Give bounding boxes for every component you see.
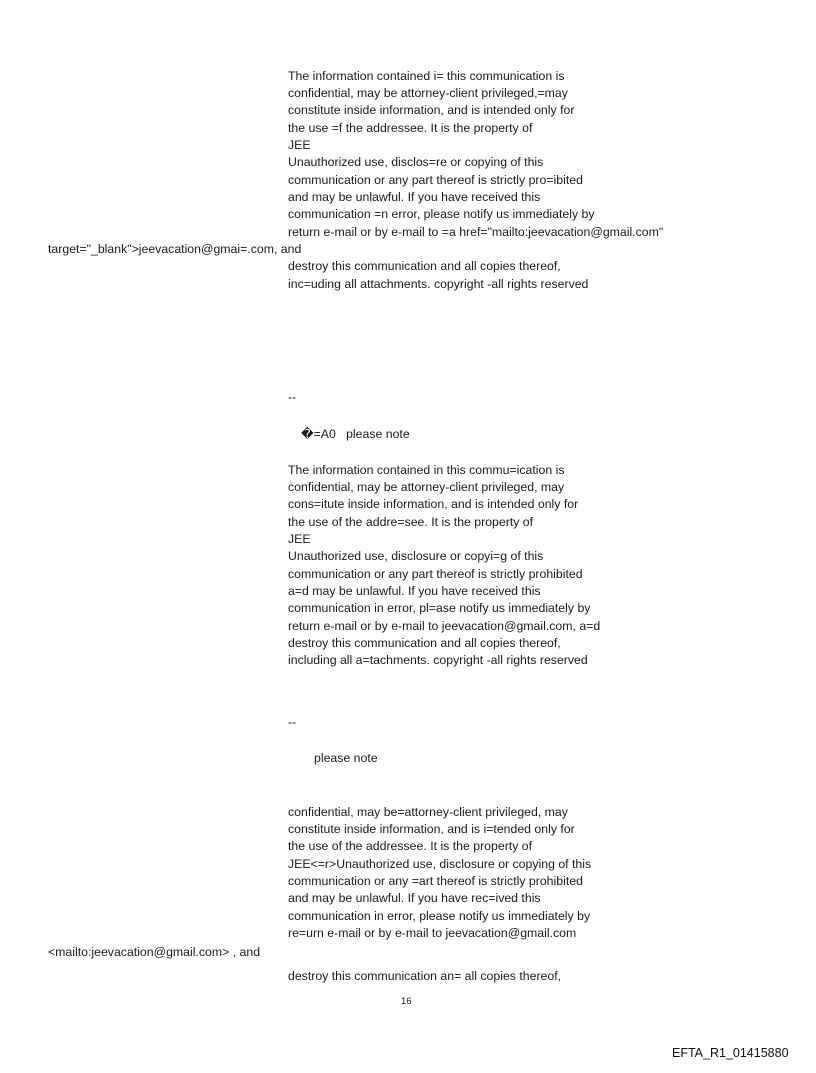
text-line: the use of the addre=see. It is the property of: [288, 515, 534, 529]
text-line: return e-mail or by e-mail to =a href="mailto:jeevacation@gmail.com": [288, 225, 664, 239]
text-line: The information contained in this commu=ication is: [288, 463, 565, 477]
text-line: the use of the addressee. It is the property of: [288, 839, 533, 853]
text-line: return e-mail or by e-mail to jeevacation@gmail.com, a=d: [288, 619, 601, 633]
text-line: and may be unlawful. If you have rec=ived this: [288, 891, 541, 905]
text-line: including all a=tachments. copyright -all rights reserved: [288, 653, 588, 667]
text-line: constitute inside information, and is intended only for: [288, 103, 575, 117]
text-line: confidential, may be attorney-client privileged,=may: [288, 86, 568, 100]
text-line: communication in error, please notify us immediately by: [288, 909, 591, 923]
separator: --: [288, 715, 297, 729]
text-line: The information contained i= this communication is: [288, 69, 565, 83]
text-line: Unauthorized use, disclosure or copyi=g of this: [288, 549, 544, 563]
text-line: constitute inside information, and is i=tended only for: [288, 822, 575, 836]
text-line: the use =f the addressee. It is the property of: [288, 121, 533, 135]
text-line: confidential, may be=attorney-client privileged, may: [288, 805, 568, 819]
page-number: 16: [401, 996, 412, 1007]
text-line: JEE<=r>Unauthorized use, disclosure or copying of this: [288, 857, 592, 871]
text-line: communication =n error, please notify us immediately by: [288, 207, 595, 221]
document-id: EFTA_R1_01415880: [672, 1046, 789, 1060]
text-line: JEE: [288, 532, 311, 546]
please-note-heading: �=A0 please note: [301, 427, 410, 441]
text-line: cons=itute inside information, and is intended only for: [288, 497, 579, 511]
text-line: communication in error, pl=ase notify us immediately by: [288, 601, 591, 615]
text-line: destroy this communication and all copies thereof,: [288, 636, 561, 650]
text-line: re=urn e-mail or by e-mail to jeevacation@gmail.com: [288, 926, 577, 940]
text-line: <mailto:jeevacation@gmail.com> , and: [48, 945, 261, 959]
text-line: destroy this communication an= all copies thereof,: [288, 969, 562, 983]
text-line: communication or any part thereof is strictly prohibited: [288, 567, 583, 581]
text-line: Unauthorized use, disclos=re or copying of this: [288, 155, 544, 169]
text-line: a=d may be unlawful. If you have received this: [288, 584, 541, 598]
text-line: JEE: [288, 138, 311, 152]
text-line: communication or any part thereof is strictly pro=ibited: [288, 173, 583, 187]
text-line: inc=uding all attachments. copyright -all rights reserved: [288, 277, 589, 291]
text-line: communication or any =art thereof is strictly prohibited: [288, 874, 583, 888]
text-line: destroy this communication and all copies thereof,: [288, 259, 561, 273]
text-line: target="_blank">jeevacation@gmai=.com, and: [48, 242, 302, 256]
separator: --: [288, 390, 297, 404]
text-line: confidential, may be attorney-client privileged, may: [288, 480, 565, 494]
please-note-heading: please note: [314, 751, 378, 765]
text-line: and may be unlawful. If you have received this: [288, 190, 541, 204]
